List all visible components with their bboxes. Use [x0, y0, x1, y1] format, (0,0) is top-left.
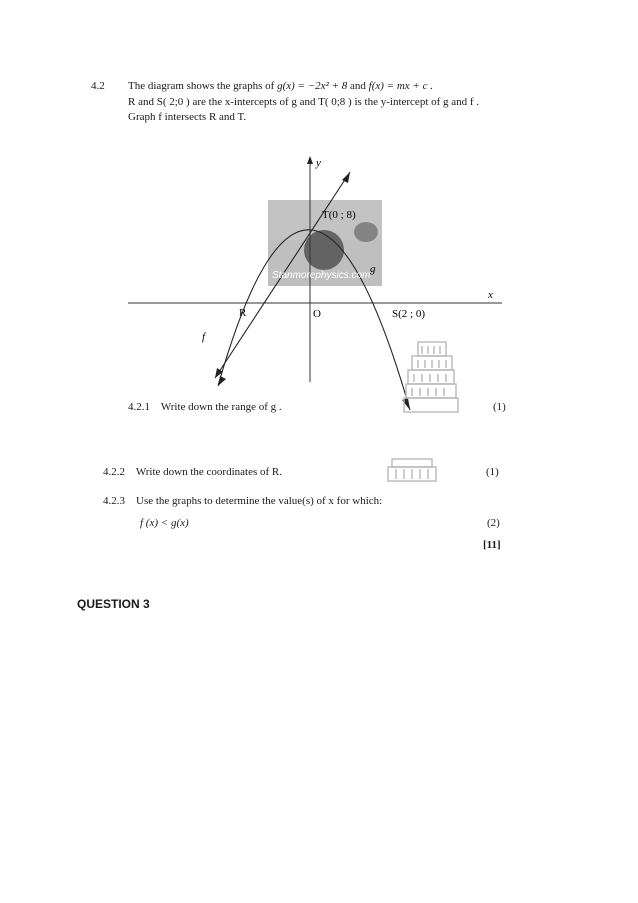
question-line-2: R and S( 2;0 ) are the x-intercepts of g and T( 0;8 ) is the y-intercept of g and f .: [128, 96, 480, 108]
subquestion-4-2-1: [128, 401, 282, 413]
marks-4-2-2: (1): [486, 466, 499, 478]
marks-4-2-3: (2): [487, 517, 500, 529]
subquestion-number: 4.2.3: [103, 495, 125, 507]
arrow-y-axis: [307, 156, 313, 164]
question-intro: [128, 80, 433, 92]
subquestion-text: Use the graphs to determine the value(s) of x for which:: [136, 495, 383, 507]
point-label-S: S(2 ; 0): [392, 308, 425, 320]
tower-logo: [404, 342, 458, 412]
f-definition: f(x) = mx + c .: [368, 80, 433, 92]
arrow-g-right: [402, 398, 410, 410]
point-label-R: R: [239, 307, 247, 319]
next-question-heading: QUESTION 3: [77, 597, 150, 611]
watermark-text: Stanmorephysics.com: [272, 270, 371, 281]
tower-logo-fragment: [384, 455, 440, 485]
arrow-f-up: [342, 172, 350, 183]
subquestion-4-2-2: [103, 466, 282, 478]
subquestion-text: Write down the coordinates of R.: [135, 466, 282, 478]
subquestion-4-2-3: [103, 495, 382, 507]
and-word: and: [350, 80, 366, 92]
arrow-g-left: [218, 376, 226, 386]
inequality: f (x) < g(x): [140, 517, 189, 529]
curve-label-g: g: [370, 263, 376, 275]
marks-4-2-1: (1): [493, 401, 506, 413]
subquestion-text: Write down the range of g .: [160, 401, 282, 413]
curve-label-f: f: [202, 331, 206, 343]
g-definition: g(x) = −2x² + 8: [277, 80, 348, 92]
intro-prefix: The diagram shows the graphs of: [128, 80, 275, 92]
subquestion-number: 4.2.1: [128, 401, 150, 413]
y-axis-label: y: [316, 157, 321, 169]
subquestion-number: 4.2.2: [103, 466, 125, 478]
point-label-T: T(0 ; 8): [322, 209, 356, 221]
graph-diagram: [120, 150, 510, 440]
total-marks: [11]: [483, 539, 501, 551]
question-number: 4.2: [91, 80, 105, 92]
x-axis-label: x: [488, 289, 493, 301]
question-line-3: Graph f intersects R and T.: [128, 111, 247, 123]
point-label-O: O: [313, 308, 321, 320]
